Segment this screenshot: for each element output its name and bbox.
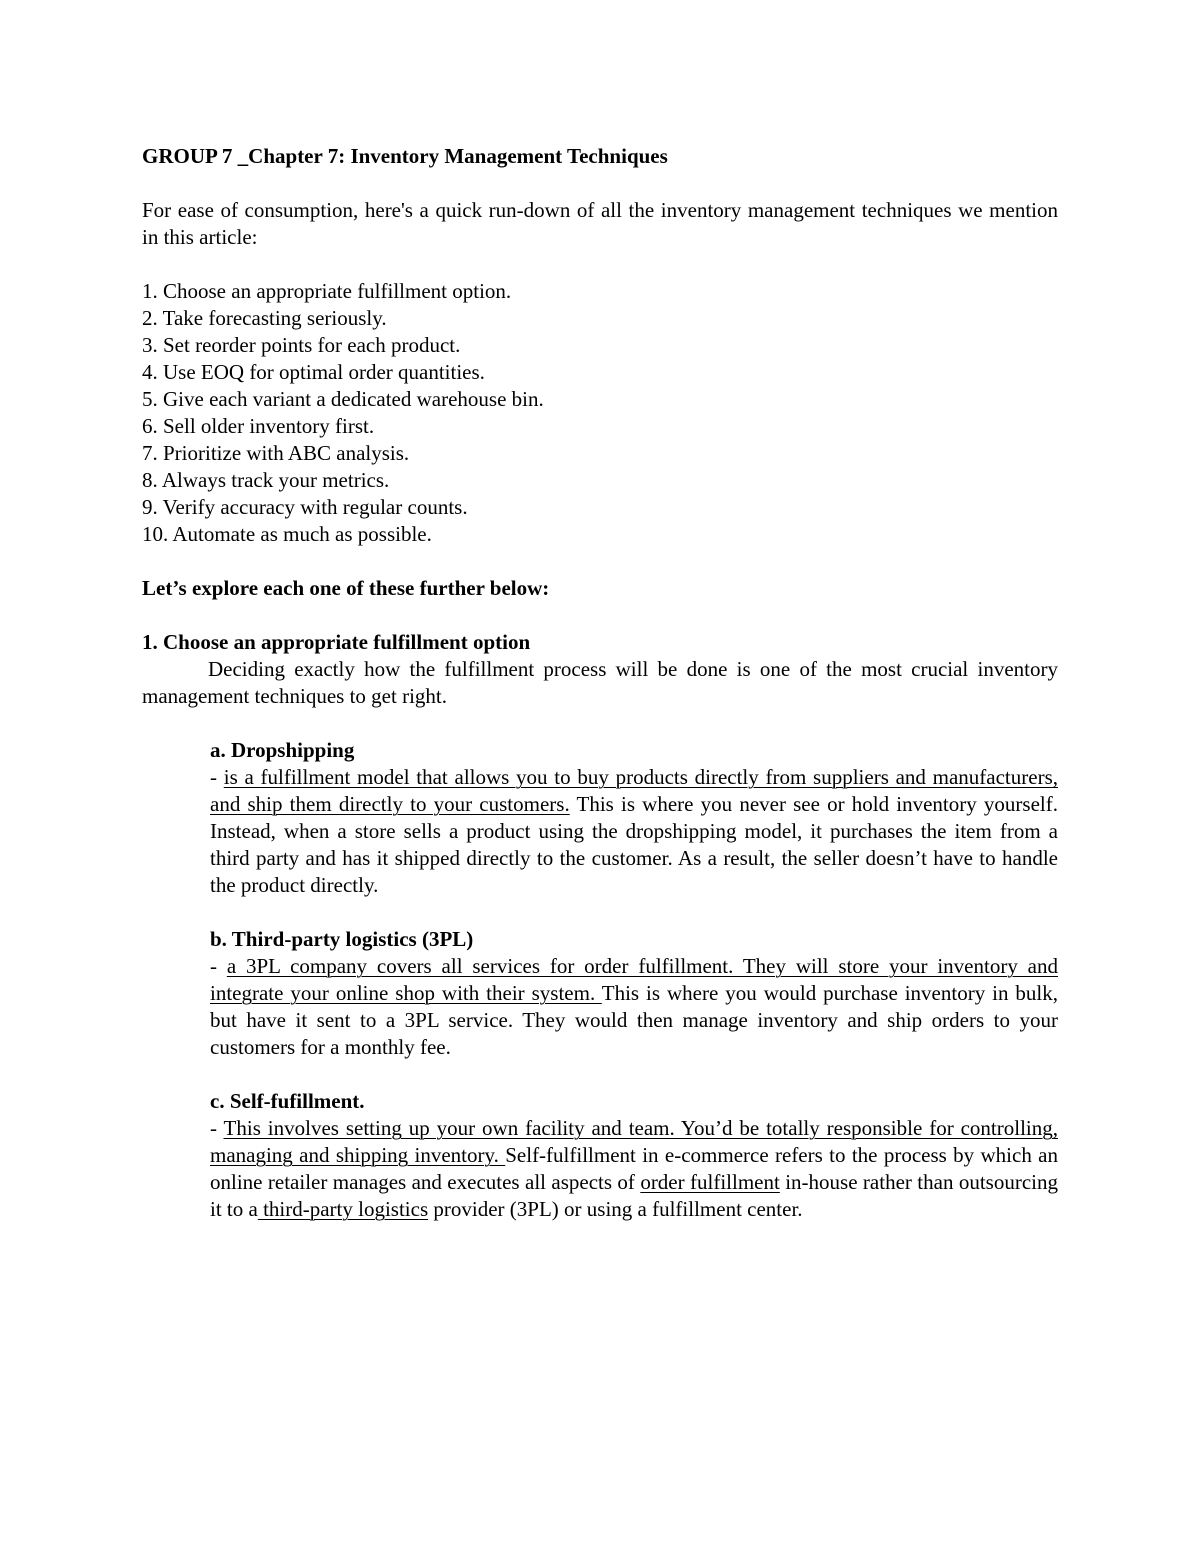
list-item: 8. Always track your metrics. bbox=[142, 468, 390, 492]
third-party-definition: a 3PL company covers all services for order fulfillment. They will store your inventory and integrate your online shop with their system. bbox=[210, 954, 1058, 1005]
document-title: GROUP 7 _Chapter 7: Inventory Management Techniques bbox=[142, 144, 668, 168]
list-item: 5. Give each variant a dedicated warehouse bin. bbox=[142, 387, 544, 411]
third-party-body bbox=[210, 953, 1058, 1061]
self-fulfillment-details: Self-fulfillment in e-commerce refers to the process by which an online retailer manages and executes all aspects of bbox=[210, 1143, 1058, 1194]
third-party-logistics-link[interactable]: third-party logistics bbox=[257, 1197, 429, 1221]
list-item: 10. Automate as much as possible. bbox=[142, 522, 432, 546]
list-item: 7. Prioritize with ABC analysis. bbox=[142, 441, 410, 465]
dropshipping-body bbox=[210, 764, 1058, 899]
document-content bbox=[142, 143, 1058, 1223]
dropshipping-definition: is a fulfillment model that allows you to buy products directly from suppliers and manufacturers, and ship them directly to your customers. bbox=[210, 765, 1058, 816]
intro-paragraph: For ease of consumption, here's a quick run-down of all the inventory management techniques we mention in this article: bbox=[142, 198, 1058, 249]
section-1-heading: 1. Choose an appropriate fulfillment option bbox=[142, 630, 531, 654]
self-fulfillment-subsection bbox=[210, 1088, 1058, 1223]
third-party-details: This is where you would purchase inventory in bulk, but have it sent to a 3PL service. They would then manage inventory and ship orders to your customers for a monthly fee. bbox=[210, 981, 1059, 1059]
dropshipping-details: This is where you never see or hold inventory yourself. Instead, when a store sells a product using the dropshipping model, it purchases the item from a third party and has it shipped directly to the customer. As a result, the seller doesn’t have to handle the product directly. bbox=[210, 792, 1058, 897]
dash: - bbox=[210, 1116, 224, 1140]
list-item: 6. Sell older inventory first. bbox=[142, 414, 375, 438]
section-1-body: Deciding exactly how the fulfillment process will be done is one of the most crucial inventory management techniques to get right. bbox=[142, 657, 1058, 708]
dropshipping-title: a. Dropshipping bbox=[210, 738, 355, 762]
list-item: 1. Choose an appropriate fulfillment option. bbox=[142, 279, 512, 303]
third-party-subsection bbox=[210, 926, 1058, 1061]
list-item: 3. Set reorder points for each product. bbox=[142, 333, 461, 357]
self-fulfillment-title: c. Self-fufillment. bbox=[210, 1089, 365, 1113]
self-fulfillment-definition: This involves setting up your own facility and team. You’d be totally responsible for controlling, managing and shipping inventory. bbox=[210, 1116, 1058, 1167]
dash: - bbox=[210, 765, 224, 789]
third-party-title: b. Third-party logistics (3PL) bbox=[210, 927, 474, 951]
techniques-list bbox=[142, 278, 1058, 548]
list-item: 2. Take forecasting seriously. bbox=[142, 306, 387, 330]
dash: - bbox=[210, 954, 227, 978]
list-item: 9. Verify accuracy with regular counts. bbox=[142, 495, 468, 519]
order-fulfillment-link[interactable]: order fulfillment bbox=[640, 1170, 780, 1194]
self-fulfillment-body bbox=[210, 1115, 1058, 1223]
self-fulfillment-details-2: in-house rather than outsourcing it to a bbox=[210, 1170, 1058, 1221]
explore-heading: Let’s explore each one of these further below: bbox=[142, 576, 550, 600]
list-item: 4. Use EOQ for optimal order quantities. bbox=[142, 360, 485, 384]
self-fulfillment-details-3: provider (3PL) or using a fulfillment center. bbox=[428, 1197, 803, 1221]
dropshipping-subsection bbox=[210, 737, 1058, 899]
